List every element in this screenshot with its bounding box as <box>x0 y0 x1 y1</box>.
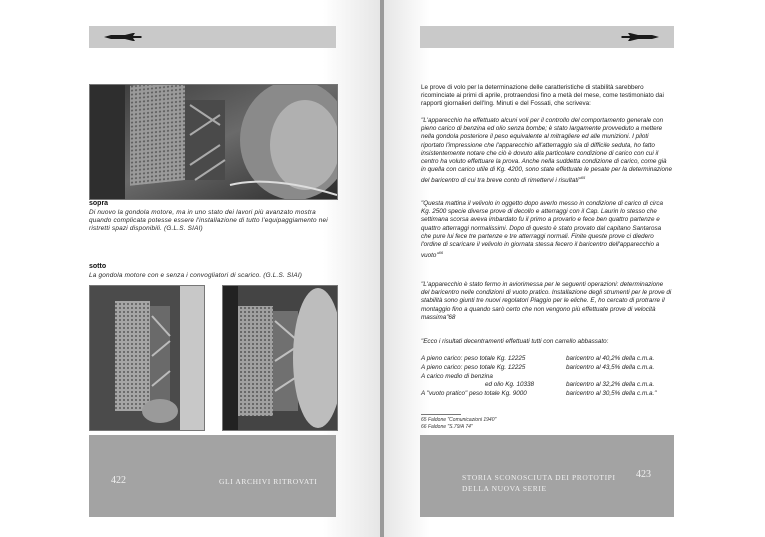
results-row-weight: A pieno carico: peso totale Kg. 12225 <box>421 364 526 371</box>
results-row-cg: baricentro al 43,5% della c.m.a. <box>566 364 655 371</box>
results-intro: "Ecco i risultati decentramenti effettuati tutti con carrello abbassato: <box>421 338 609 345</box>
results-row <box>421 364 673 372</box>
results-row-weight: ed olio Kg. 10338 <box>485 381 535 388</box>
quote-paragraph-2 <box>421 200 673 261</box>
results-row <box>421 373 673 381</box>
left-page <box>0 0 380 537</box>
quote-2-text: "Questa mattina il velivolo in oggetto dopo averlo messo in condizione di carico di circa Kg. 2500 specie diverse prove di decollo e atterraggi con il Cap. Laurin lo stesso che settimana scorsa aveva imbardato fu il primo a provarlo e fece ben quattro partenze e quattro atterraggi normalissimi. Dopo di questo è stato provato dal capitano Santarosa che pure lui fece tre partenze e tre atterraggi normali. Finite queste prove ci diedero l'ordine di scaricare il velivolo in giornata stessa fecero il baricentro dell'apparecchio a vuoto" <box>421 200 663 260</box>
footnote-rule <box>421 414 461 415</box>
aircraft-silhouette-icon <box>103 31 143 43</box>
results-row-weight: A carico medio di benzina <box>421 373 493 380</box>
right-page-number: 423 <box>636 469 651 480</box>
footnote-2: 66 Faldone "S.79/A 74" <box>421 424 473 430</box>
results-row-cg: baricentro al 32,2% della c.m.a. <box>566 381 655 388</box>
quote-paragraph-1 <box>421 117 673 186</box>
left-footer-title: GLI ARCHIVI RITROVATI <box>219 477 318 486</box>
results-row <box>421 381 673 389</box>
engine-nacelle-photo-bottom-right <box>222 285 338 431</box>
results-row-cg: baricentro al 40,2% della c.m.a. <box>566 355 655 362</box>
caption-sopra-text: Di nuovo la gondola motore, ma in uno stato dei lavori più avanzato mostra quando complicata potesse essere l'installazione di tutto l'equipaggiamento nei ristretti spazi disponibili. (G.L.S. SIAI) <box>89 209 328 232</box>
left-page-number: 422 <box>111 475 126 486</box>
aircraft-silhouette-icon <box>620 31 660 43</box>
right-page <box>384 0 765 537</box>
quote-paragraph-3: "L'apparecchio è stato fermo in aviorimessa per le seguenti operazioni: determinazione del baricentro nelle condizioni di vuoto pratico. Installazione degli strumenti per le prove di stabilità sono giunti tre nuovi regolatori Piaggio per le eliche. E, ho cercato di protrarre il montaggio fino a quando sarò certo che non vengono più effettuate prove di velocità massima"68 <box>421 281 672 321</box>
caption-sotto-label: sotto <box>89 263 107 270</box>
results-row-weight: A pieno carico: peso totale Kg. 12225 <box>421 355 526 362</box>
caption-sotto-text: La gondola motore con e senza i convogliatori di scarico. (G.L.S. SIAI) <box>89 272 303 279</box>
engine-nacelle-photo-bottom-left <box>89 285 205 431</box>
right-header-bar <box>420 26 674 48</box>
left-header-bar <box>89 26 336 48</box>
intro-paragraph: Le prove di volo per la determinazione delle caratteristiche di stabilità sarebbero ricominciate ai primi di aprile, protraendosi fino a metà del mese, come testimoniato dai rapporti giornalieri dell'Ing. Minuti e del Fossati, che scriveva: <box>421 84 664 108</box>
footnote-1: 65 Faldone "Comunicazioni 1940" <box>421 417 497 423</box>
left-footer-bar <box>89 435 336 517</box>
engine-nacelle-photo-top <box>89 84 338 200</box>
right-footer-title-line2: DELLA NUOVA SERIE <box>462 484 547 493</box>
results-row-cg: baricentro al 30,5% della c.m.a." <box>566 390 657 397</box>
right-footer-bar <box>420 435 674 517</box>
quote-2-ref: 66 <box>438 250 444 256</box>
results-row <box>421 390 673 398</box>
caption-sopra-label: sopra <box>89 200 109 207</box>
quote-1-ref: 65 <box>580 175 586 181</box>
quote-1-text: "L'apparecchio ha effettuato alcuni voli per il controllo del comportamento generale con pieno carico di benzina ed olio senza bombe; è stato largamente provveduto a mettere nella gondola posteriore il peso equivalente al mitragliere ed alle munizioni. I piloti riportato l'impressione che l'apparecchio all'atterraggio sia di difficile seduta, ho fatto insistentemente notare che ciò è dovuto alla particolare condizione di carico con cui il centro ha voluto effettuare la prova. Anche nella suddetta condizione di carico, come già in quella con carico utile di Kg. 4200, sono state effettuate le pesate per la determinazione del baricentro di cui tra breve conto di rimettervi i risultati" <box>421 117 672 185</box>
results-row-weight: A "vuoto pratico" peso totale Kg. 9000 <box>421 390 527 397</box>
results-row <box>421 355 673 363</box>
right-footer-title-line1: STORIA SCONOSCIUTA DEI PROTOTIPI <box>462 473 616 482</box>
